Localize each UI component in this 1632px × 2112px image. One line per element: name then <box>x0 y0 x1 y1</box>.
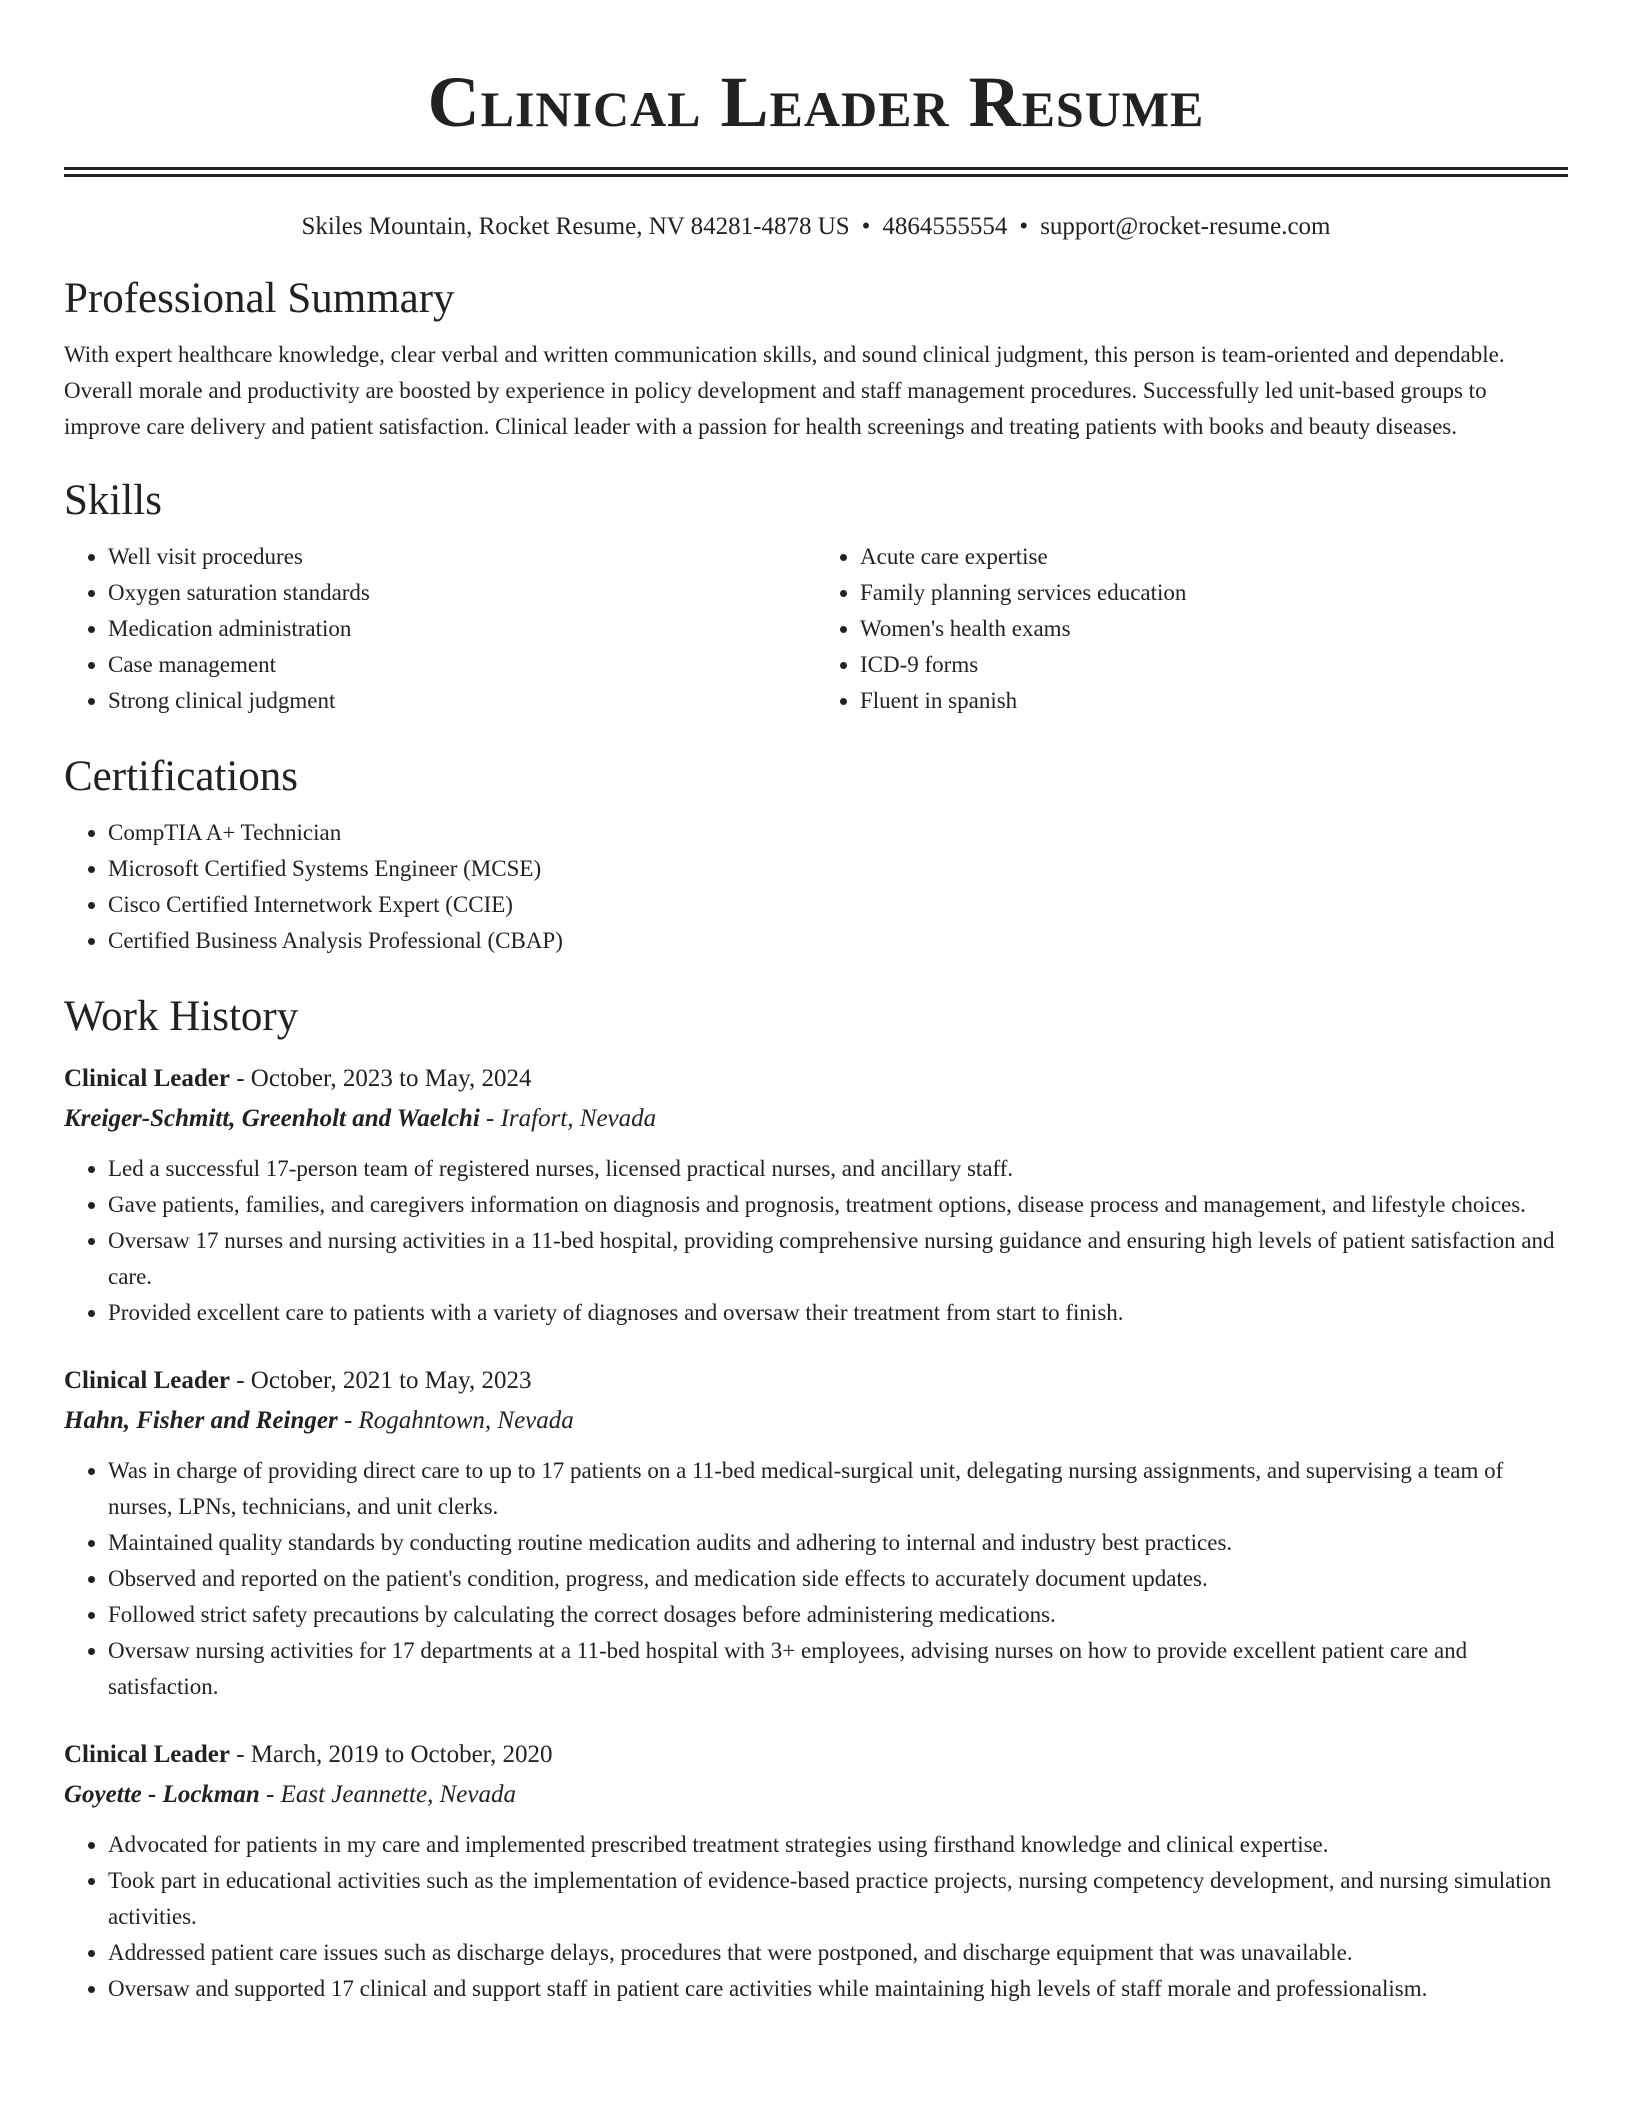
job-bullet: • Followed strict safety precautions by calculating the correct dosages before administering medications. <box>108 1597 1568 1633</box>
job-bullets <box>64 1453 1568 1705</box>
job-bullet: • Observed and reported on the patient's condition, progress, and medication side effects to accurately document updates. <box>108 1561 1568 1597</box>
job-location: Irafort, Nevada <box>500 1105 657 1132</box>
job-bullet: • Oversaw nursing activities for 17 departments at a 11-bed hospital with 3+ employees, advising nurses on how to provide excellent patient care and satisfaction. <box>108 1633 1568 1705</box>
certification-item: • Cisco Certified Internetwork Expert (CCIE) <box>108 887 1568 923</box>
job-bullet: • Advocated for patients in my care and implemented prescribed treatment strategies using firsthand knowledge and clinical expertise. <box>108 1827 1568 1863</box>
certification-item: • Microsoft Certified Systems Engineer (MCSE) <box>108 851 1568 887</box>
job-role: Clinical Leader <box>64 1367 230 1394</box>
certification-item: • Certified Business Analysis Professional (CBAP) <box>108 923 1568 959</box>
job-role: Clinical Leader <box>64 1065 230 1092</box>
job-entry <box>64 1361 1568 1705</box>
section-heading-certifications: Certifications <box>64 753 299 800</box>
job-dash: - <box>266 1781 275 1808</box>
job-role: Clinical Leader <box>64 1741 230 1768</box>
skills-section <box>64 475 1568 719</box>
contact-separator: • <box>1019 213 1029 240</box>
job-bullet: • Oversaw 17 nurses and nursing activities in a 11-bed hospital, providing comprehensive nursing guidance and ensuring high levels of patient satisfaction and care. <box>108 1223 1568 1295</box>
job-dash: - <box>236 1741 245 1768</box>
skill-item: • Family planning services education <box>860 575 1568 611</box>
skill-item: • ICD-9 forms <box>860 647 1568 683</box>
job-dash: - <box>236 1065 245 1092</box>
job-company: Kreiger-Schmitt, Greenholt and Waelchi <box>64 1105 480 1132</box>
job-title-line <box>64 1059 1568 1099</box>
job-entry <box>64 1735 1568 2007</box>
skill-item: • Strong clinical judgment <box>108 683 816 719</box>
skill-item: • Fluent in spanish <box>860 683 1568 719</box>
certifications-section <box>64 751 1568 959</box>
skills-list-left <box>64 539 816 719</box>
skill-item: • Oxygen saturation standards <box>108 575 816 611</box>
skills-grid <box>64 539 1568 719</box>
title-double-rule <box>64 167 1568 177</box>
skill-item: • Medication administration <box>108 611 816 647</box>
skills-list-right <box>816 539 1568 719</box>
job-title-line <box>64 1735 1568 1775</box>
job-company: Hahn, Fisher and Reinger <box>64 1407 338 1434</box>
contact-separator: • <box>861 213 871 240</box>
job-bullet: • Led a successful 17-person team of registered nurses, licensed practical nurses, and ancillary staff. <box>108 1151 1568 1187</box>
job-bullet: • Provided excellent care to patients with a variety of diagnoses and oversaw their treatment from start to finish. <box>108 1295 1568 1331</box>
contact-email: support@rocket-resume.com <box>1040 213 1331 240</box>
job-bullet: • Oversaw and supported 17 clinical and support staff in patient care activities while maintaining high levels of staff morale and professionalism. <box>108 1971 1568 2007</box>
job-company-line <box>64 1401 1568 1441</box>
job-dates: March, 2019 to October, 2020 <box>250 1741 553 1768</box>
certification-item: • CompTIA A+ Technician <box>108 815 1568 851</box>
job-bullet: • Addressed patient care issues such as discharge delays, procedures that were postponed, and discharge equipment that was unavailable. <box>108 1935 1568 1971</box>
job-company-line <box>64 1775 1568 1815</box>
section-heading-work-history: Work History <box>64 993 299 1040</box>
certifications-list <box>64 815 1568 959</box>
skill-item: • Well visit procedures <box>108 539 816 575</box>
job-company: Goyette - Lockman <box>64 1781 260 1808</box>
job-title-line <box>64 1361 1568 1401</box>
job-bullets <box>64 1827 1568 2007</box>
job-company-line <box>64 1099 1568 1139</box>
job-bullets <box>64 1151 1568 1331</box>
job-dash: - <box>486 1105 495 1132</box>
summary-text: With expert healthcare knowledge, clear verbal and written communication skills, and sound clinical judgment, this person is team-oriented and dependable. Overall morale and productivity are boosted by experience in policy development and staff management procedures. Successfully led unit-based groups to improve care delivery and patient satisfaction. Clinical leader with a passion for health screenings and treating patients with books and beauty diseases. <box>64 342 1505 439</box>
job-dash: - <box>236 1367 245 1394</box>
section-heading-summary: Professional Summary <box>64 275 455 322</box>
skill-item: • Acute care expertise <box>860 539 1568 575</box>
job-bullet: • Took part in educational activities such as the implementation of evidence-based practice projects, nursing competency development, and nursing simulation activities. <box>108 1863 1568 1935</box>
job-entry <box>64 1059 1568 1331</box>
job-location: Rogahntown, Nevada <box>358 1407 574 1434</box>
skill-item: • Case management <box>108 647 816 683</box>
section-heading-skills: Skills <box>64 477 162 524</box>
contact-phone: 4864555554 <box>882 213 1008 240</box>
job-dates: October, 2021 to May, 2023 <box>250 1367 532 1394</box>
resume-title: Clinical Leader Resume <box>427 62 1205 142</box>
contact-address: Skiles Mountain, Rocket Resume, NV 84281-4878 US <box>301 213 850 240</box>
job-location: East Jeannette, Nevada <box>280 1781 516 1808</box>
job-bullet: • Maintained quality standards by conducting routine medication audits and adhering to internal and industry best practices. <box>108 1525 1568 1561</box>
job-dash: - <box>343 1407 353 1434</box>
skill-item: • Women's health exams <box>860 611 1568 647</box>
job-dates: October, 2023 to May, 2024 <box>250 1065 532 1092</box>
job-bullet: • Was in charge of providing direct care to up to 17 patients on a 11-bed medical-surgical unit, delegating nursing assignments, and supervising a team of nurses, LPNs, technicians, and unit clerks. <box>108 1453 1568 1525</box>
professional-summary-section <box>64 273 1568 445</box>
contact-line <box>64 211 1568 243</box>
job-bullet: • Gave patients, families, and caregivers information on diagnosis and prognosis, treatment options, disease process and management, and lifestyle choices. <box>108 1187 1568 1223</box>
work-history-section <box>64 991 1568 2007</box>
